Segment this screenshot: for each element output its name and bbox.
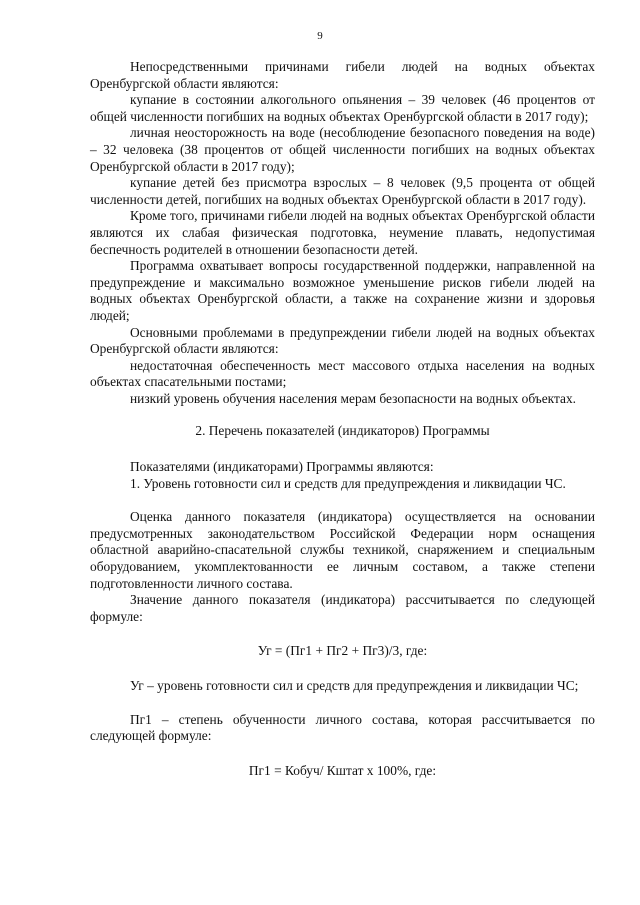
paragraph: купание детей без присмотра взрослых – 8 человек (9,5 процента от общей численности детей, погибших на водных объектах Оренбургской области в 2017 году). (90, 175, 595, 207)
paragraph: Показателями (индикаторами) Программы являются: (130, 459, 434, 475)
paragraph: личная неосторожность на воде (несоблюдение безопасного поведения на воде) – 32 человека (38 процентов от общей численности погибших на водных объектах Оренбургской области в 2017 году); (90, 125, 595, 174)
paragraph: Программа охватывает вопросы государственной поддержки, направленной на предупреждение и максимально возможное уменьшение рисков гибели людей на водных объектах Оренбургской области, а также на сохранение жизни и здоровья людей; (90, 258, 595, 323)
paragraph: Основными проблемами в предупреждении гибели людей на водных объектах Оренбургской области являются: (90, 324, 595, 357)
definition: Пг1 – степень обученности личного состава, которая рассчитывается по следующей формуле: (90, 711, 595, 744)
formula: Уг = (Пг1 + Пг2 + Пг3)/3, где: (257, 643, 428, 659)
paragraph: недостаточная обеспеченность мест массового отдыха населения на водных объектах спасательными постами; (90, 357, 595, 390)
section-heading: 2. Перечень показателей (индикаторов) Программы (195, 423, 490, 439)
paragraph: 1. Уровень готовности сил и средств для предупреждения и ликвидации ЧС. (130, 475, 566, 491)
paragraph: Непосредственными причинами гибели людей на водных объектах Оренбургской области являются: (90, 59, 595, 91)
paragraph: Оценка данного показателя (индикатора) осуществляется на основании предусмотренных законодательством Российской Федерации норм оснащения областной аварийно-спасательной службы техникой, снаряжением и специальным оборудованием, укомплектованности ее личным составом, а также степени подготовленности личного состава. (90, 509, 595, 591)
paragraph: Значение данного показателя (индикатора) рассчитывается по следующей формуле: (90, 592, 595, 624)
definition: Уг – уровень готовности сил и средств для предупреждения и ликвидации ЧС; (130, 678, 579, 693)
paragraph: купание в состоянии алкогольного опьянения – 39 человек (46 процентов от общей численности погибших на водных объектах Оренбургской области в 2017 году); (90, 92, 595, 124)
paragraph: низкий уровень обучения населения мерам безопасности на водных объектах. (130, 390, 577, 406)
paragraph: Кроме того, причинами гибели людей на водных объектах Оренбургской области являются их слабая физическая подготовка, неумение плавать, недопустимая беспечность родителей в отношении безопасности детей. (90, 208, 595, 257)
page-number: 9 (317, 30, 323, 42)
document-body (90, 59, 595, 797)
formula: Пг1 = Кобуч/ Кштат х 100%, где: (248, 762, 437, 778)
